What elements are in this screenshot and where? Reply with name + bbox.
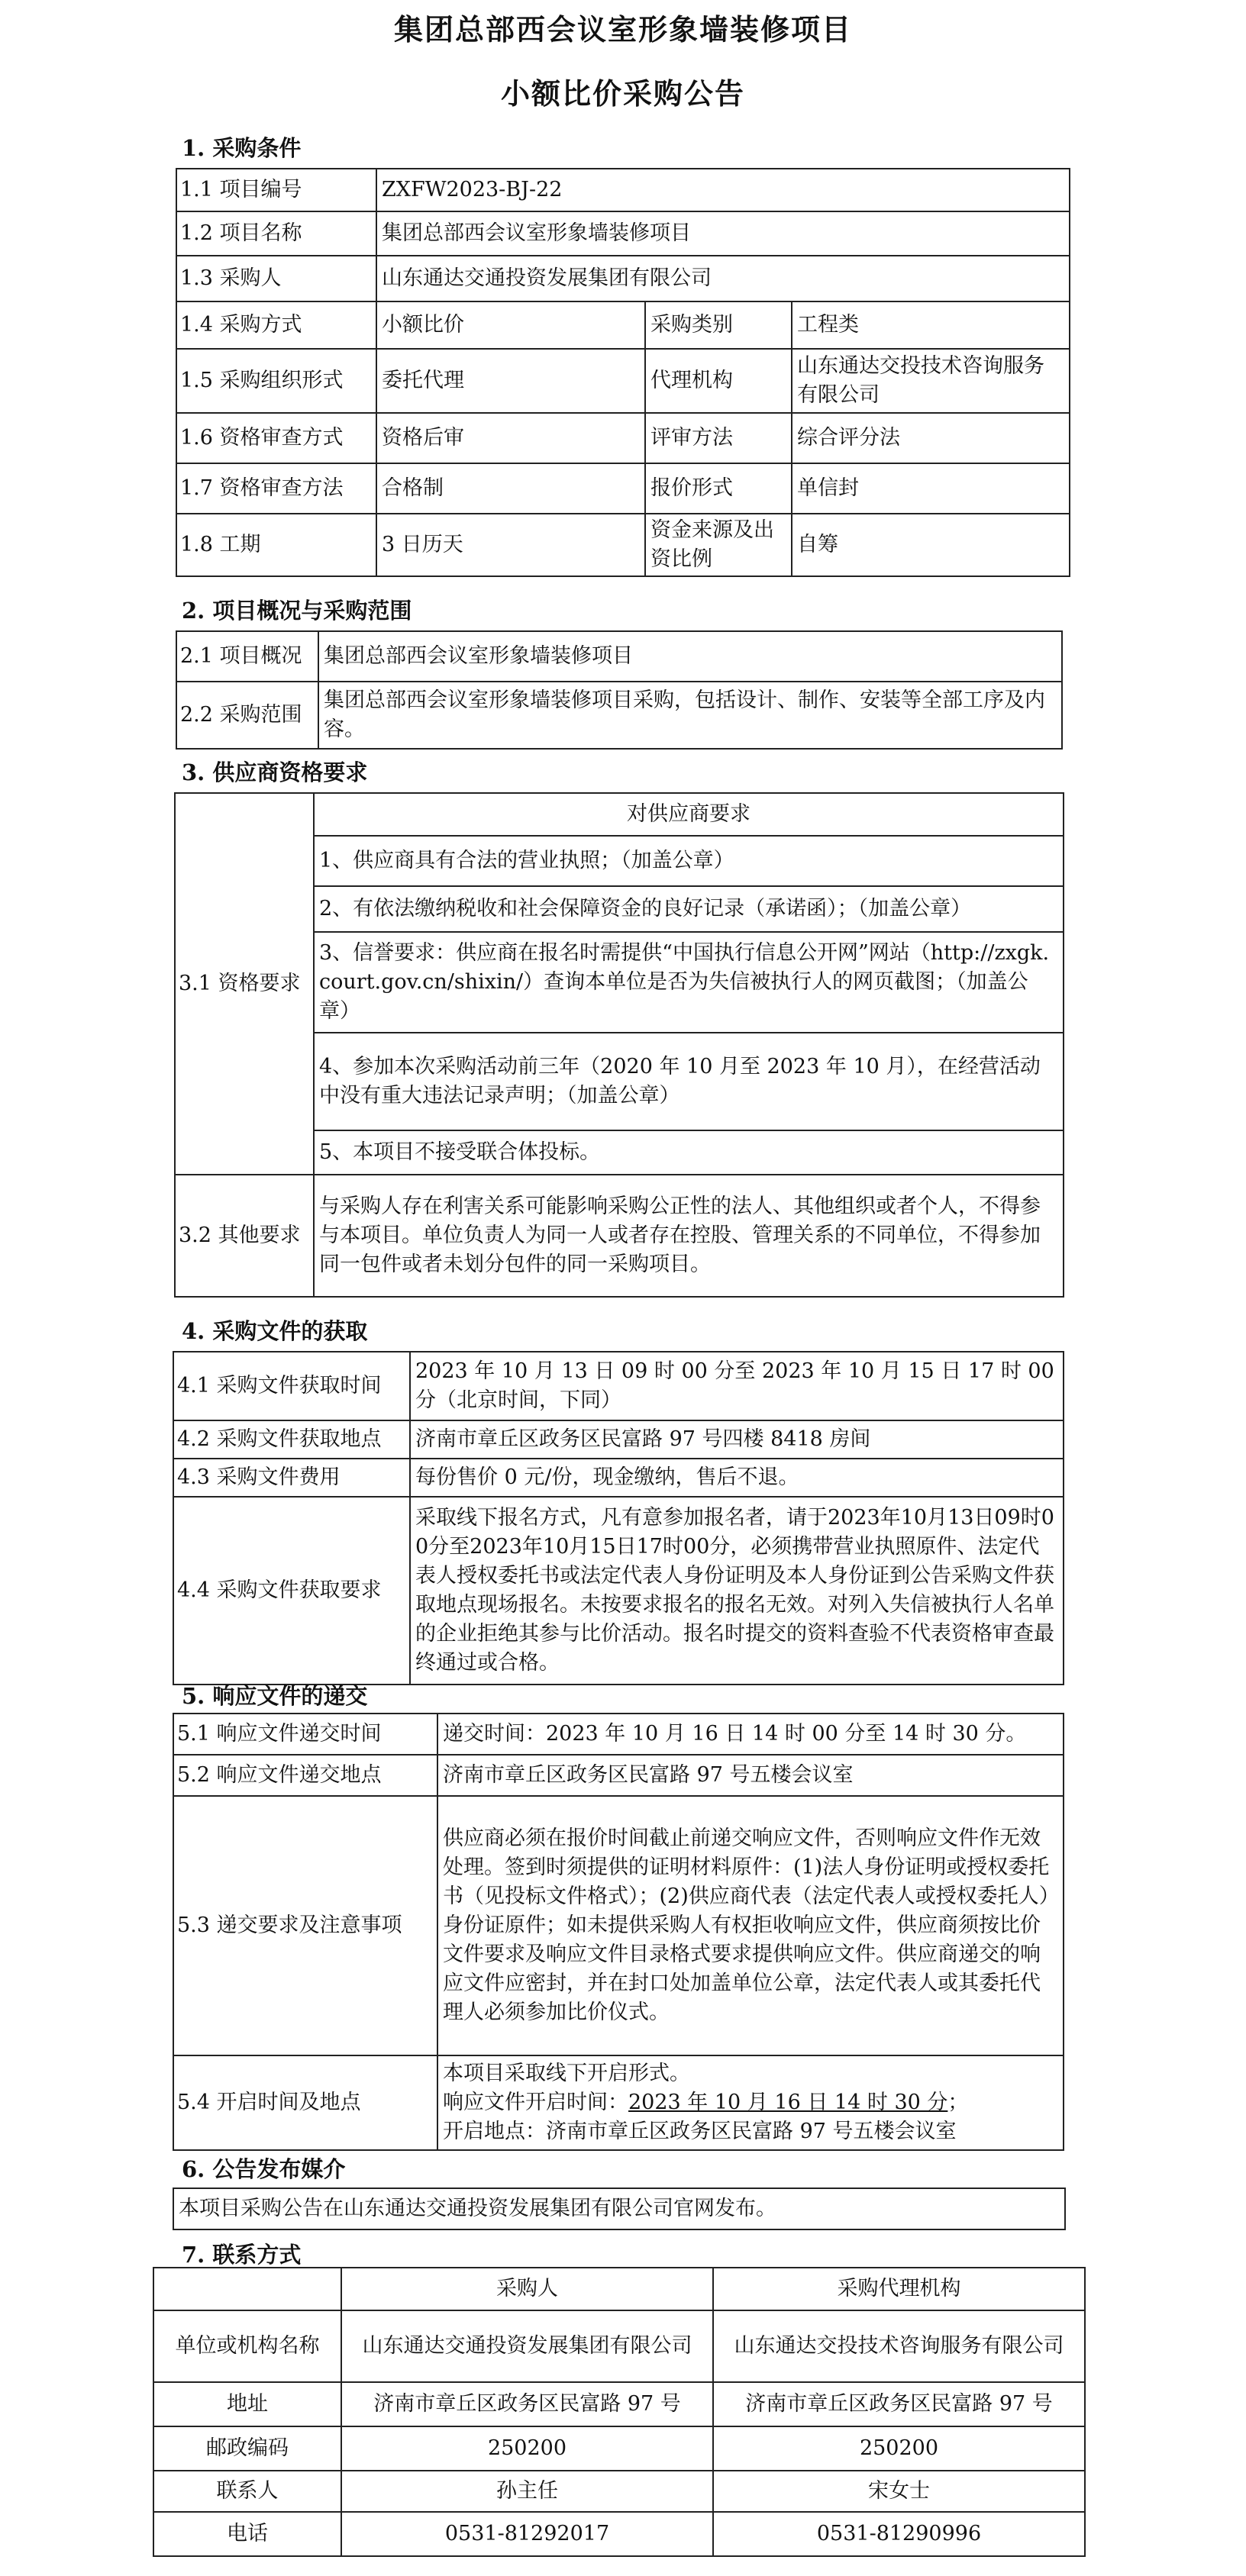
qualification-review-method: 合格制 bbox=[376, 463, 645, 514]
row-label: 报价形式 bbox=[645, 463, 792, 514]
agency-org-name: 山东通达交投技术咨询服务有限公司 bbox=[713, 2310, 1085, 2382]
opening-form: 本项目采取线下开启形式。 bbox=[443, 2062, 690, 2085]
submission-place: 济南市章丘区政务区民富路 97 号五楼会议室 bbox=[437, 1755, 1064, 1796]
row-label: 5.3 递交要求及注意事项 bbox=[173, 1796, 437, 2055]
submission-time: 递交时间：2023 年 10 月 16 日 14 时 00 分至 14 时 30 分。 bbox=[437, 1714, 1064, 1755]
acquisition-requirements: 采取线下报名方式，凡有意参加报名者，请于2023年10月13日09时00分至2023年10月15日17时00分，必须携带营业执照原件、法定代表人授权委托书或法定代表人身份证明及本人身份证到公告采购文件获取地点现场报名。未按要求报名的报名无效。对列入失信被执行人名单的企业拒绝其参与比价活动。报名时提交的资料查验不代表资格审查最终通过或合格。 bbox=[410, 1497, 1064, 1685]
other-requirements: 与采购人存在利害关系可能影响采购公正性的法人、其他组织或者个人，不得参与本项目。单位负责人为同一人或者存在控股、管理关系的不同单位，不得参加同一包件或者未划分包件的同一采购项目。 bbox=[314, 1175, 1064, 1297]
section-2-heading: 2. 项目概况与采购范围 bbox=[182, 598, 412, 624]
row-label: 1.7 资格审查方法 bbox=[176, 463, 376, 514]
opening-time bbox=[443, 2088, 1058, 2117]
project-overview-table bbox=[176, 630, 1063, 750]
section-6-heading: 6. 公告发布媒介 bbox=[182, 2156, 346, 2182]
requirement-item: 4、参加本次采购活动前三年（2020 年 10 月至 2023 年 10 月），在经营活动中没有重大违法记录声明；（加盖公章） bbox=[314, 1033, 1064, 1130]
quotation-form: 单信封 bbox=[792, 463, 1070, 514]
row-label: 评审方法 bbox=[645, 413, 792, 463]
purchaser-name: 山东通达交通投资发展集团有限公司 bbox=[376, 256, 1070, 301]
agency-postcode: 250200 bbox=[713, 2426, 1085, 2471]
doc-title-line2: 小额比价采购公告 bbox=[500, 76, 745, 111]
contact-row-label: 电话 bbox=[153, 2512, 341, 2556]
opening-place: 开启地点：济南市章丘区政务区民富路 97 号五楼会议室 bbox=[443, 2120, 957, 2143]
row-label: 4.2 采购文件获取地点 bbox=[173, 1420, 410, 1459]
row-label: 1.1 项目编号 bbox=[176, 169, 376, 211]
contact-row-label: 地址 bbox=[153, 2382, 341, 2426]
purchaser-address: 济南市章丘区政务区民富路 97 号 bbox=[341, 2382, 713, 2426]
document-fee: 每份售价 0 元/份，现金缴纳，售后不退。 bbox=[410, 1459, 1064, 1497]
row-label: 代理机构 bbox=[645, 349, 792, 413]
contact-row-label: 邮政编码 bbox=[153, 2426, 341, 2471]
project-name: 集团总部西会议室形象墙装修项目 bbox=[376, 211, 1070, 256]
row-label: 1.8 工期 bbox=[176, 514, 376, 576]
publication-media-table bbox=[173, 2188, 1066, 2230]
agency-address: 济南市章丘区政务区民富路 97 号 bbox=[713, 2382, 1085, 2426]
requirements-header: 对供应商要求 bbox=[314, 793, 1064, 836]
section-4-heading: 4. 采购文件的获取 bbox=[182, 1318, 368, 1344]
row-label: 2.2 采购范围 bbox=[176, 682, 318, 749]
row-label: 1.4 采购方式 bbox=[176, 301, 376, 349]
row-label: 资金来源及出资比例 bbox=[645, 514, 792, 576]
contact-row-label: 联系人 bbox=[153, 2471, 341, 2512]
row-label: 1.5 采购组织形式 bbox=[176, 349, 376, 413]
contact-row-label: 单位或机构名称 bbox=[153, 2310, 341, 2382]
fund-source: 自筹 bbox=[792, 514, 1070, 576]
row-label: 5.1 响应文件递交时间 bbox=[173, 1714, 437, 1755]
contact-corner bbox=[153, 2268, 341, 2310]
publication-media: 本项目采购公告在山东通达交通投资发展集团有限公司官网发布。 bbox=[173, 2188, 1065, 2229]
section-5-heading: 5. 响应文件的递交 bbox=[182, 1683, 368, 1709]
row-label: 4.1 采购文件获取时间 bbox=[173, 1352, 410, 1420]
submission-requirements: 供应商必须在报价时间截止前递交响应文件，否则响应文件作无效处理。签到时须提供的证明材料原件：(1)法人身份证明或授权委托书（见投标文件格式）；(2)供应商代表（法定代表人或授权委托人）身份证原件；如未提供采购人有权拒收响应文件，供应商须按比价文件要求及响应文件目录格式要求提供响应文件。供应商递交的响应文件应密封，并在封口处加盖单位公章，法定代表人或其委托代理人必须参加比价仪式。 bbox=[437, 1796, 1064, 2055]
opening-time-label: 响应文件开启时间： bbox=[443, 2091, 628, 2114]
row-label: 5.2 响应文件递交地点 bbox=[173, 1755, 437, 1796]
row-label: 1.6 资格审查方式 bbox=[176, 413, 376, 463]
contact-col-agency: 采购代理机构 bbox=[713, 2268, 1085, 2310]
response-submission-table bbox=[173, 1713, 1064, 2151]
doc-title-line1: 集团总部西会议室形象墙装修项目 bbox=[393, 12, 852, 47]
contact-table bbox=[153, 2267, 1086, 2557]
procurement-conditions-table bbox=[176, 168, 1070, 577]
agency-contact: 宋女士 bbox=[713, 2471, 1085, 2512]
row-label: 4.4 采购文件获取要求 bbox=[173, 1497, 410, 1685]
requirement-item: 1、供应商具有合法的营业执照；（加盖公章） bbox=[314, 836, 1064, 886]
acquisition-place: 济南市章丘区政务区民富路 97 号四楼 8418 房间 bbox=[410, 1420, 1064, 1459]
organization-form: 委托代理 bbox=[376, 349, 645, 413]
opening-info bbox=[437, 2055, 1064, 2150]
purchaser-contact: 孙主任 bbox=[341, 2471, 713, 2512]
project-overview: 集团总部西会议室形象墙装修项目 bbox=[318, 631, 1062, 682]
document-acquisition-table bbox=[173, 1351, 1064, 1685]
requirement-item: 5、本项目不接受联合体投标。 bbox=[314, 1130, 1064, 1175]
procurement-scope: 集团总部西会议室形象墙装修项目采购，包括设计、制作、安装等全部工序及内容。 bbox=[318, 682, 1062, 749]
row-label: 1.2 项目名称 bbox=[176, 211, 376, 256]
agency-phone: 0531-81290996 bbox=[713, 2512, 1085, 2556]
purchaser-postcode: 250200 bbox=[341, 2426, 713, 2471]
acquisition-time: 2023 年 10 月 13 日 09 时 00 分至 2023 年 10 月 15 日 17 时 00 分（北京时间，下同） bbox=[410, 1352, 1064, 1420]
project-number: ZXFW2023-BJ-22 bbox=[376, 169, 1070, 211]
section-1-heading: 1. 采购条件 bbox=[182, 135, 302, 161]
section-7-heading: 7. 联系方式 bbox=[182, 2242, 302, 2268]
row-label: 1.3 采购人 bbox=[176, 256, 376, 301]
requirement-item: 2、有依法缴纳税收和社会保障资金的良好记录（承诺函）；（加盖公章） bbox=[314, 886, 1064, 932]
row-label: 2.1 项目概况 bbox=[176, 631, 318, 682]
row-label: 3.1 资格要求 bbox=[175, 793, 314, 1175]
construction-period: 3 日历天 bbox=[376, 514, 645, 576]
supplier-qualification-table bbox=[174, 792, 1064, 1298]
purchaser-org-name: 山东通达交通投资发展集团有限公司 bbox=[341, 2310, 713, 2382]
agency-name: 山东通达交投技术咨询服务有限公司 bbox=[792, 349, 1070, 413]
procurement-method: 小额比价 bbox=[376, 301, 645, 349]
opening-time-suffix: ； bbox=[947, 2091, 969, 2114]
procurement-category: 工程类 bbox=[792, 301, 1070, 349]
opening-time-value: 2023 年 10 月 16 日 14 时 30 分 bbox=[628, 2091, 948, 2114]
row-label: 4.3 采购文件费用 bbox=[173, 1459, 410, 1497]
evaluation-method: 综合评分法 bbox=[792, 413, 1070, 463]
contact-col-purchaser: 采购人 bbox=[341, 2268, 713, 2310]
requirement-item: 3、信誉要求：供应商在报名时需提供“中国执行信息公开网”网站（http://zxgk.court.gov.cn/shixin/）查询本单位是否为失信被执行人的网页截图；（加盖公章） bbox=[314, 932, 1064, 1033]
section-3-heading: 3. 供应商资格要求 bbox=[182, 759, 368, 785]
row-label: 5.4 开启时间及地点 bbox=[173, 2055, 437, 2150]
row-label: 3.2 其他要求 bbox=[175, 1175, 314, 1297]
row-label: 采购类别 bbox=[645, 301, 792, 349]
qualification-review-mode: 资格后审 bbox=[376, 413, 645, 463]
purchaser-phone: 0531-81292017 bbox=[341, 2512, 713, 2556]
